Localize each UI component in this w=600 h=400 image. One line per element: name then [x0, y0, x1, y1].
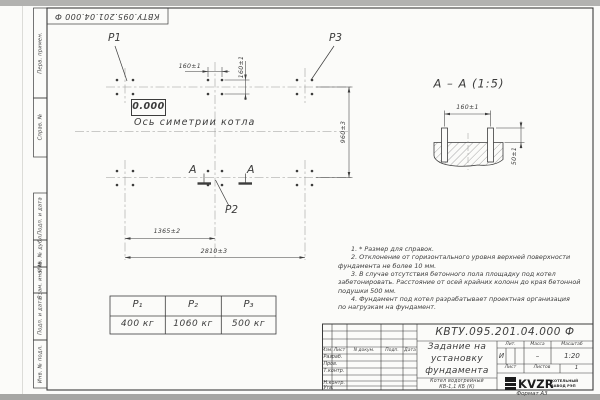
margin-label-inv-dubl: Инв. № дубл.: [36, 234, 43, 272]
tb-col-data: Дата: [404, 347, 416, 353]
tb-row-razrab: Разраб.: [323, 354, 343, 360]
note-line: 3. В случае отсутствия бетонного пола площадку под котел: [351, 270, 556, 279]
tb-col-list: Лист: [333, 347, 346, 353]
dim-bolt-spacing-x: 160±1: [178, 62, 201, 70]
note-line: подушки 500 мм.: [338, 286, 397, 295]
kvzr-logo-sub1: КОТЕЛЬНЫЙ: [551, 379, 579, 383]
tb-listov-label: Листов: [533, 365, 551, 370]
tb-scale-value: 1:20: [564, 352, 580, 360]
elevation-mark: 0.000: [131, 99, 166, 116]
title-block-product-line1: Котел водогрейный: [430, 379, 484, 384]
tb-row-prov: Пров.: [323, 361, 338, 367]
title-block-title-line3: фундамента: [425, 366, 489, 376]
tb-col-izm: Изм.: [322, 347, 333, 353]
title-block-doc-number: КВТУ.095.201.04.000 Ф: [435, 326, 575, 338]
format-note: Формат А3: [516, 391, 548, 397]
loads-header-p2: P₂: [187, 299, 199, 310]
tb-lit-label: Лит.: [505, 341, 516, 347]
dim-bolt-spacing-y: 160±1: [237, 55, 245, 78]
dim-depth-960: 960±3: [339, 120, 347, 144]
top-stamp-doc-number: КВТУ.095.201.04.000 Ф: [54, 12, 160, 21]
title-block-title-line2: установку: [430, 354, 484, 364]
dim-section-bolt-spacing: 160±1: [456, 103, 479, 111]
load-point-label-p3: P3: [329, 32, 343, 44]
load-point-label-p1: P1: [108, 32, 122, 44]
loads-value-p1: 400 кг: [120, 319, 155, 329]
anchor-bolt-left: [442, 128, 448, 162]
section-cut-marks: [198, 174, 253, 184]
loads-header-p3: P₃: [243, 299, 254, 310]
kvzr-logo-icon: [505, 377, 516, 390]
sheet-fold-line: [22, 6, 23, 394]
note-line: 1. * Размер для справок.: [351, 245, 434, 253]
title-block-title-line1: Задание на: [427, 342, 487, 352]
anchor-bolt-right: [488, 128, 494, 162]
load-point-label-p2: P2: [225, 204, 239, 216]
tb-scale-label: Масштаб: [561, 341, 583, 347]
kvzr-logo-sub2: ЗАВОД РЭП: [551, 384, 576, 388]
loads-header-p1: P₁: [132, 299, 143, 310]
loads-value-p3: 500 кг: [231, 319, 266, 329]
margin-label-inv-podl: Инв. № подл.: [36, 344, 43, 384]
tb-massa-label: Масса: [530, 341, 545, 347]
tb-col-ndoc: N докум.: [353, 347, 375, 353]
note-line: фундамента не более 10 мм.: [338, 261, 437, 270]
technical-notes: [338, 245, 581, 312]
tb-list-label: Лист: [504, 365, 517, 370]
tb-listov-value: 1: [574, 365, 579, 371]
tb-col-podp: Подп.: [385, 347, 399, 353]
tb-massa-value: –: [535, 352, 540, 360]
tb-row-nkontr: Н.контр.: [323, 380, 345, 386]
cut-letter-right: А: [247, 163, 255, 176]
note-line: 2. Отклонение от горизонтального уровня верхней поверхности: [351, 253, 571, 262]
tb-row-tkontr: Т.контр.: [323, 368, 345, 374]
anchor-bolt-dots: [116, 79, 314, 187]
note-line: 4. Фундамент под котел разрабатывает проектная организация: [351, 295, 570, 304]
section-title: А – А (1:5): [433, 76, 505, 91]
concrete-block: [434, 143, 503, 167]
dim-full-2810: 2810±3: [200, 247, 228, 255]
dim-half-1365: 1365±2: [153, 227, 181, 235]
margin-label-perv-primen: Перв. примен.: [36, 32, 43, 74]
dim-bolt-protrusion-50: 50±1: [510, 146, 518, 165]
note-line: забетонировать. Расстояние от осей крайних колонн до края бетонной: [338, 278, 581, 287]
loads-value-p2: 1060 кг: [173, 319, 213, 329]
note-line: по нагрузкам на фундамент.: [338, 303, 437, 312]
cut-letter-left: А: [189, 163, 197, 176]
margin-label-podp-data-1: Подп. и дата: [36, 197, 43, 235]
sheet-top-edge: [0, 0, 600, 6]
margin-label-sprav-n: Справ. №: [36, 113, 43, 141]
title-block-product-line2: КВ-1,1 КБ (К): [439, 384, 475, 390]
tb-lit-value: И: [498, 352, 505, 360]
tb-row-utv: Утв.: [323, 385, 334, 391]
margin-label-vzam-inv: Взам. инв. №: [36, 261, 43, 299]
boiler-symmetry-axis-label: Ось симетрии котла: [134, 117, 256, 128]
margin-label-podp-data-2: Подп. и дата: [36, 297, 43, 335]
kvzr-logo-text: KVZR: [518, 377, 554, 391]
plan-centerlines: [75, 62, 353, 260]
